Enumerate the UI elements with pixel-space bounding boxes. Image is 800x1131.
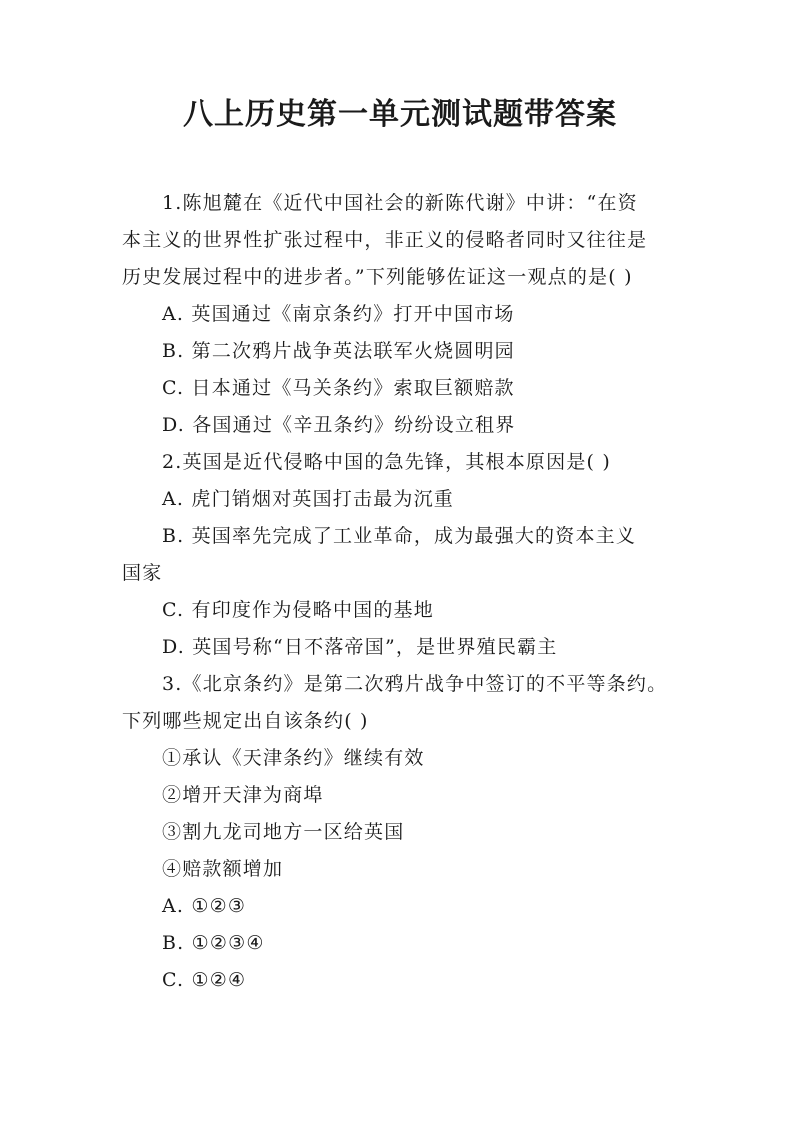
q3-statement-2: ②增开天津为商埠 (162, 784, 324, 806)
q3-option-c: C. ①②④ (162, 969, 247, 991)
document-title: 八上历史第一单元测试题带答案 (183, 97, 617, 132)
q2-option-b-continued: 国家 (122, 562, 163, 584)
q1-option-a: A. 英国通过《南京条约》打开中国市场 (162, 303, 515, 325)
q3-option-b: B. ①②③④ (162, 932, 265, 954)
q2-option-d: D. 英国号称“日不落帝国”，是世界殖民霸主 (162, 636, 558, 658)
q3-option-a: A. ①②③ (162, 895, 247, 917)
q2-option-a: A. 虎门销烟对英国打击最为沉重 (162, 488, 455, 510)
q3-statement-4: ④赔款额增加 (162, 858, 284, 880)
q3-stem-line-2: 下列哪些规定出自该条约( ) (122, 710, 369, 732)
q1-option-d: D. 各国通过《辛丑条约》纷纷设立租界 (162, 414, 516, 436)
q1-stem-line-3: 历史发展过程中的进步者。”下列能够佐证这一观点的是( ) (122, 266, 633, 288)
q1-stem-line-2: 本主义的世界性扩张过程中，非正义的侵略者同时又往往是 (122, 229, 648, 251)
q2-option-b: B. 英国率先完成了工业革命，成为最强大的资本主义 (162, 525, 637, 547)
q3-statement-1: ①承认《天津条约》继续有效 (162, 747, 425, 769)
q2-stem-line-1: 2.英国是近代侵略中国的急先锋，其根本原因是( ) (162, 451, 611, 473)
q2-option-c: C. 有印度作为侵略中国的基地 (162, 599, 434, 621)
q3-statement-3: ③割九龙司地方一区给英国 (162, 821, 405, 843)
q1-stem-line-1: 1.陈旭麓在《近代中国社会的新陈代谢》中讲：“在资 (162, 192, 638, 214)
q1-option-c: C. 日本通过《马关条约》索取巨额赔款 (162, 377, 515, 399)
q3-stem-line-1: 3.《北京条约》是第二次鸦片战争中签订的不平等条约。 (162, 673, 668, 695)
document-body (122, 185, 692, 999)
q1-option-b: B. 第二次鸦片战争英法联军火烧圆明园 (162, 340, 515, 362)
